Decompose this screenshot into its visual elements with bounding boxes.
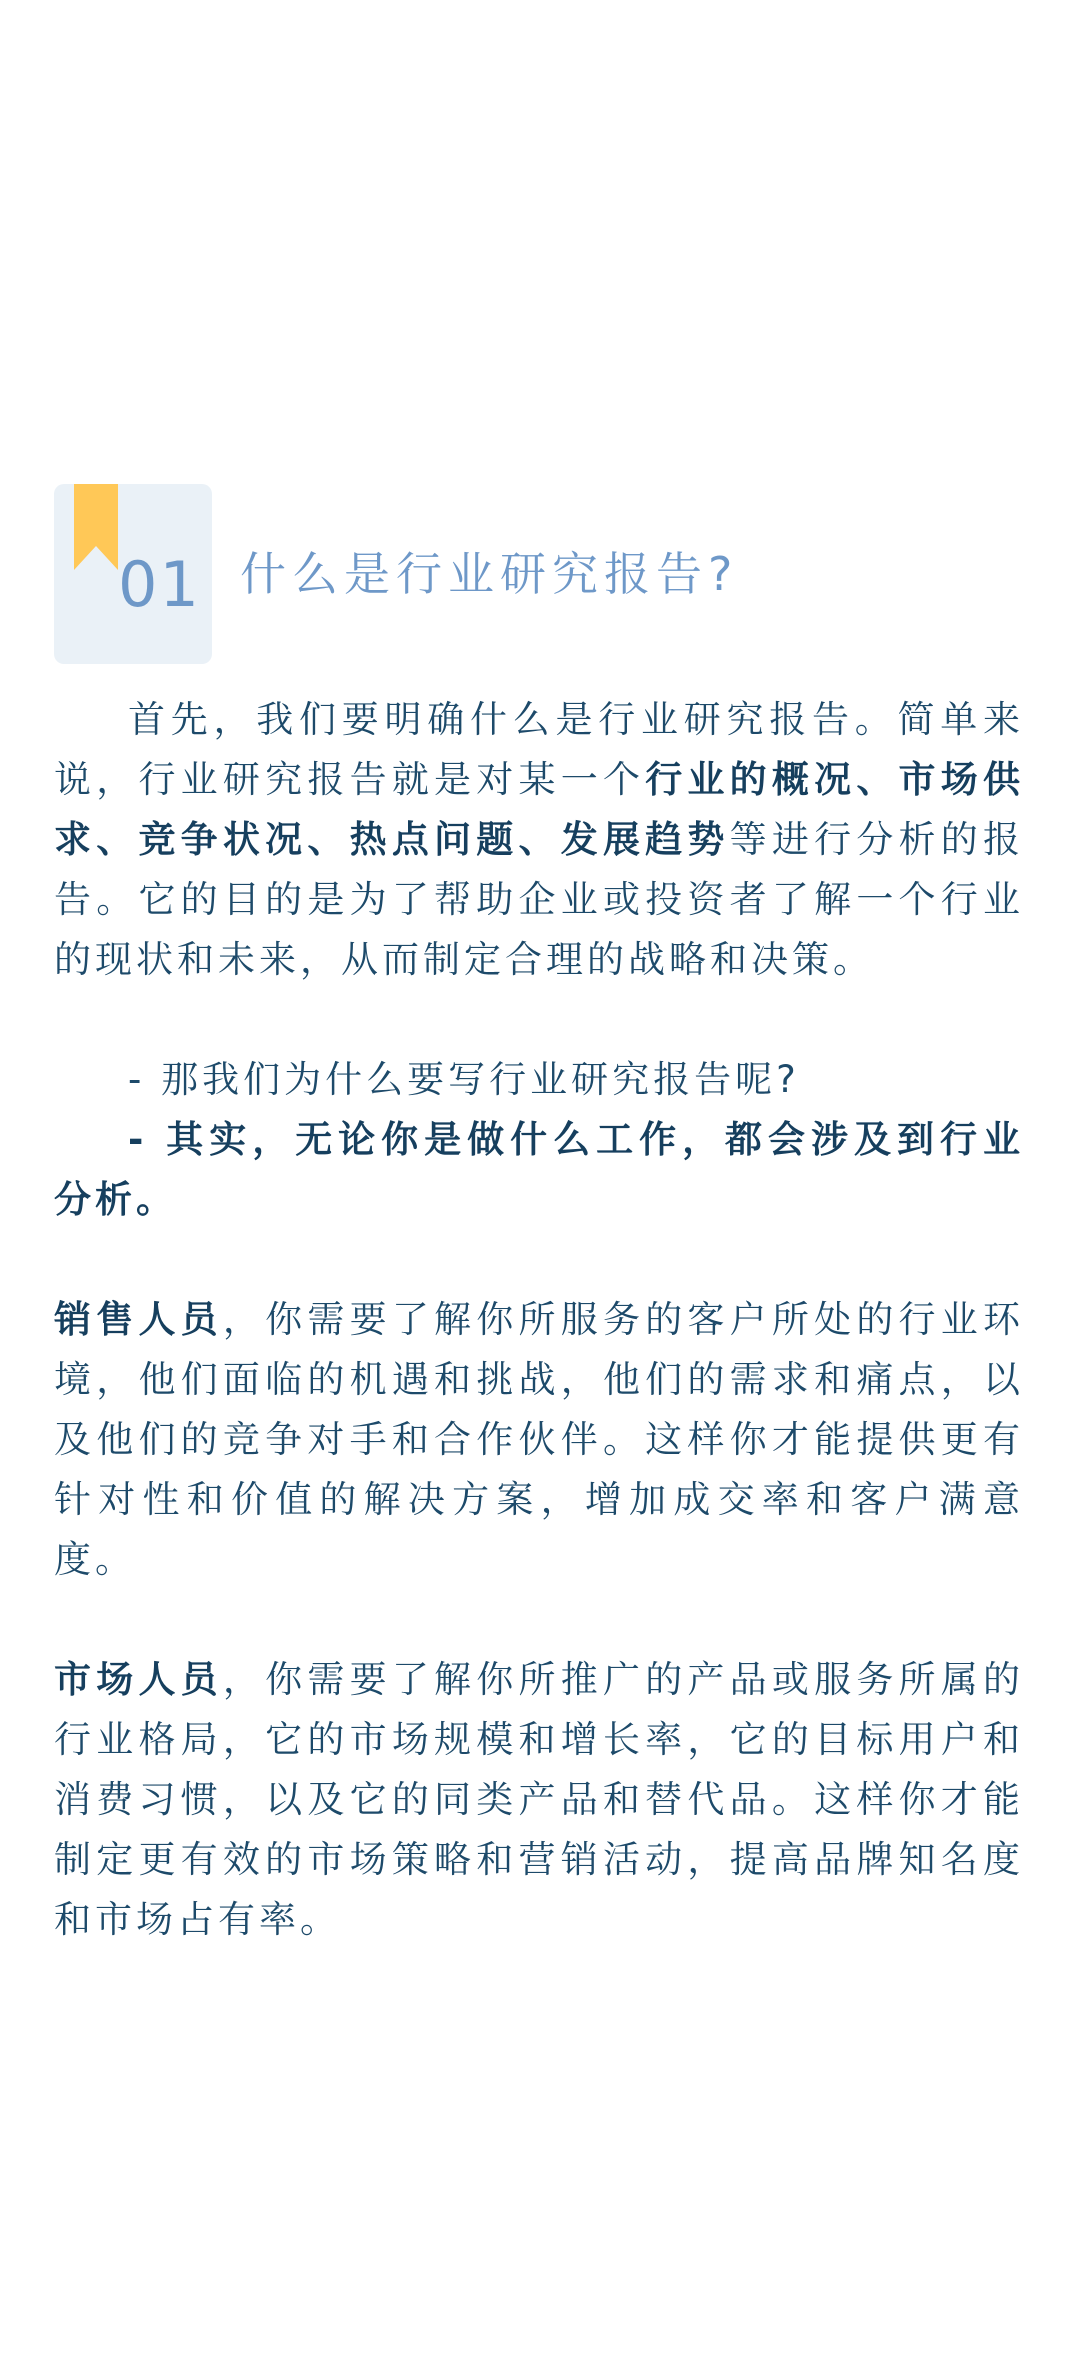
sales-paragraph [54,1290,1024,1590]
spacer [54,1590,1024,1650]
spacer [54,1230,1024,1290]
intro-highlight: 行业的概况、市场供求、竞争状况、热点问题、发展趋势 [54,758,1025,861]
marketing-paragraph [54,1650,1024,1950]
sales-text: ，你需要了解你所服务的客户所处的行业环境，他们面临的机遇和挑战，他们的需求和痛点，以及他们的竞争对手和合作伙伴。这样你才能提供更有针对性和价值的解决方案，增加成交率和客户满意度。 [54,1298,1025,1581]
question-line: - 那我们为什么要写行业研究报告呢? [128,1058,800,1101]
marketing-text: ，你需要了解你所推广的产品或服务所属的行业格局，它的市场规模和增长率，它的目标用户和消费习惯，以及它的同类产品和替代品。这样你才能制定更有效的市场策略和营销活动，提高品牌知名度和市场占有率。 [54,1658,1025,1941]
section-number: 01 [118,548,201,621]
marketing-label: 市场人员 [54,1658,223,1701]
intro-text-end: 等进行分析的报告。它的目的是为了帮助企业或投资者了解一个行业的现状和未来，从而制定合理的战略和决策。 [54,818,1025,981]
section-header [54,484,1054,664]
sales-label: 销售人员 [54,1298,223,1341]
section-title: 什么是行业研究报告? [240,547,739,601]
article-body [54,690,1024,1950]
intro-text-start: 首先，我们要明确什么是行业研究报告。简单来说，行业研究报告就是对某一个 [54,698,1024,801]
answer-text: - 其实，无论你是做什么工作，都会涉及到行业分析。 [54,1118,1024,1221]
spacer [54,990,1024,1050]
answer-line [54,1110,1024,1230]
section-number-box [54,484,212,664]
intro-paragraph [54,690,1024,990]
bookmark-icon [74,484,118,570]
